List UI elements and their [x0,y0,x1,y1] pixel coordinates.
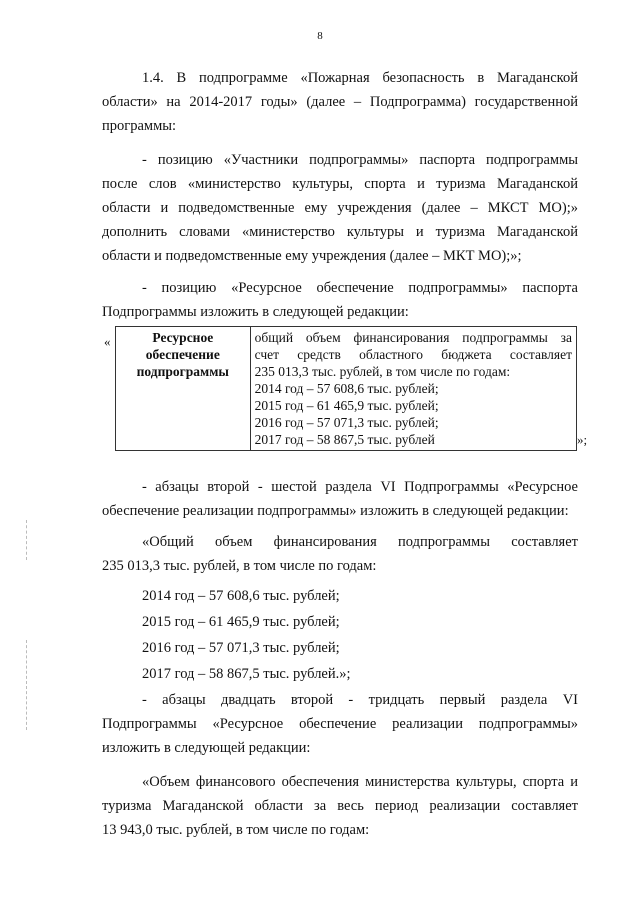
scan-margin-mark [26,640,27,730]
text-line: 2015 год – 61 465,9 тыс. рублей; [142,614,340,630]
text-line: 2017 год – 58 867,5 тыс. рублей.»; [142,666,351,682]
scan-margin-mark [26,520,27,560]
table-line: 2015 год – 61 465,9 тыс. рублей; [254,398,439,413]
paragraph-subprogram-intro [102,66,578,138]
table-line: 235 013,3 тыс. рублей, в том числе по годам: [254,364,511,379]
resource-table [115,326,577,451]
paragraph-year-2014 [102,584,578,608]
table-line: 2017 год – 58 867,5 тыс. рублей [254,432,435,447]
text-line: программы: [102,118,177,134]
text-line: - абзацы двадцать второй - тридцать первый раздела VI [142,692,578,708]
text-line: 13 943,0 тыс. рублей, в том числе по годам: [102,822,370,838]
table-close-quote: »; [577,432,588,447]
table-open-quote: « [104,334,111,349]
paragraph-total-financing [102,530,578,578]
paragraph-ministry-financing [102,770,578,842]
table-line: 2014 год – 57 608,6 тыс. рублей; [254,381,439,396]
text-line: области» на 2014-2017 годы» (далее – Подпрограмма) государственной [102,94,578,110]
text-line: - позицию «Участники подпрограммы» паспорта подпрограммы [142,152,578,168]
paragraph-resource-position [102,276,578,324]
paragraph-year-2017 [102,662,578,686]
paragraph-section-vi-22-31 [102,688,578,760]
text-line: обеспечение реализации подпрограммы» изложить в следующей редакции: [102,503,569,519]
text-line: 235 013,3 тыс. рублей, в том числе по годам: [102,558,377,574]
text-line: Подпрограммы «Ресурсное обеспечение реализации подпрограммы» [102,716,578,732]
table-row [116,327,577,451]
text-line: области и подведомственные ему учреждения (далее – МКСТ МО);» [102,200,578,216]
paragraph-year-2016 [102,636,578,660]
resource-table-label: Ресурсное обеспечение подпрограммы [116,327,251,451]
text-line: - абзацы второй - шестой раздела VI Подпрограммы «Ресурсное [142,479,578,495]
paragraph-year-2015 [102,610,578,634]
table-line: счет средств областного бюджета составляет [254,347,572,362]
resource-table-content [250,327,576,451]
text-line: 1.4. В подпрограмме «Пожарная безопасность в Магаданской [142,70,578,86]
paragraph-section-vi-2-6 [102,475,578,523]
table-line: общий объем финансирования подпрограммы за [254,330,572,345]
text-line: 2016 год – 57 071,3 тыс. рублей; [142,640,340,656]
text-line: 2014 год – 57 608,6 тыс. рублей; [142,588,340,604]
text-line: туризма Магаданской области за весь период реализации составляет [102,798,578,814]
text-line: после слов «министерство культуры, спорта и туризма Магаданской [102,176,578,192]
text-line: «Общий объем финансирования подпрограммы составляет [142,534,578,550]
text-line: «Объем финансового обеспечения министерства культуры, спорта и [142,774,578,790]
text-line: дополнить словами «министерство культуры и туризма Магаданской [102,224,578,240]
table-line: 2016 год – 57 071,3 тыс. рублей; [254,415,439,430]
text-line: Подпрограммы изложить в следующей редакции: [102,304,409,320]
text-line: - позицию «Ресурсное обеспечение подпрограммы» паспорта [142,280,578,296]
text-line: области и подведомственные ему учреждения (далее – МКТ МО);»; [102,248,522,264]
paragraph-participants-position [102,148,578,268]
text-line: изложить в следующей редакции: [102,740,311,756]
page-number: 8 [317,30,323,42]
